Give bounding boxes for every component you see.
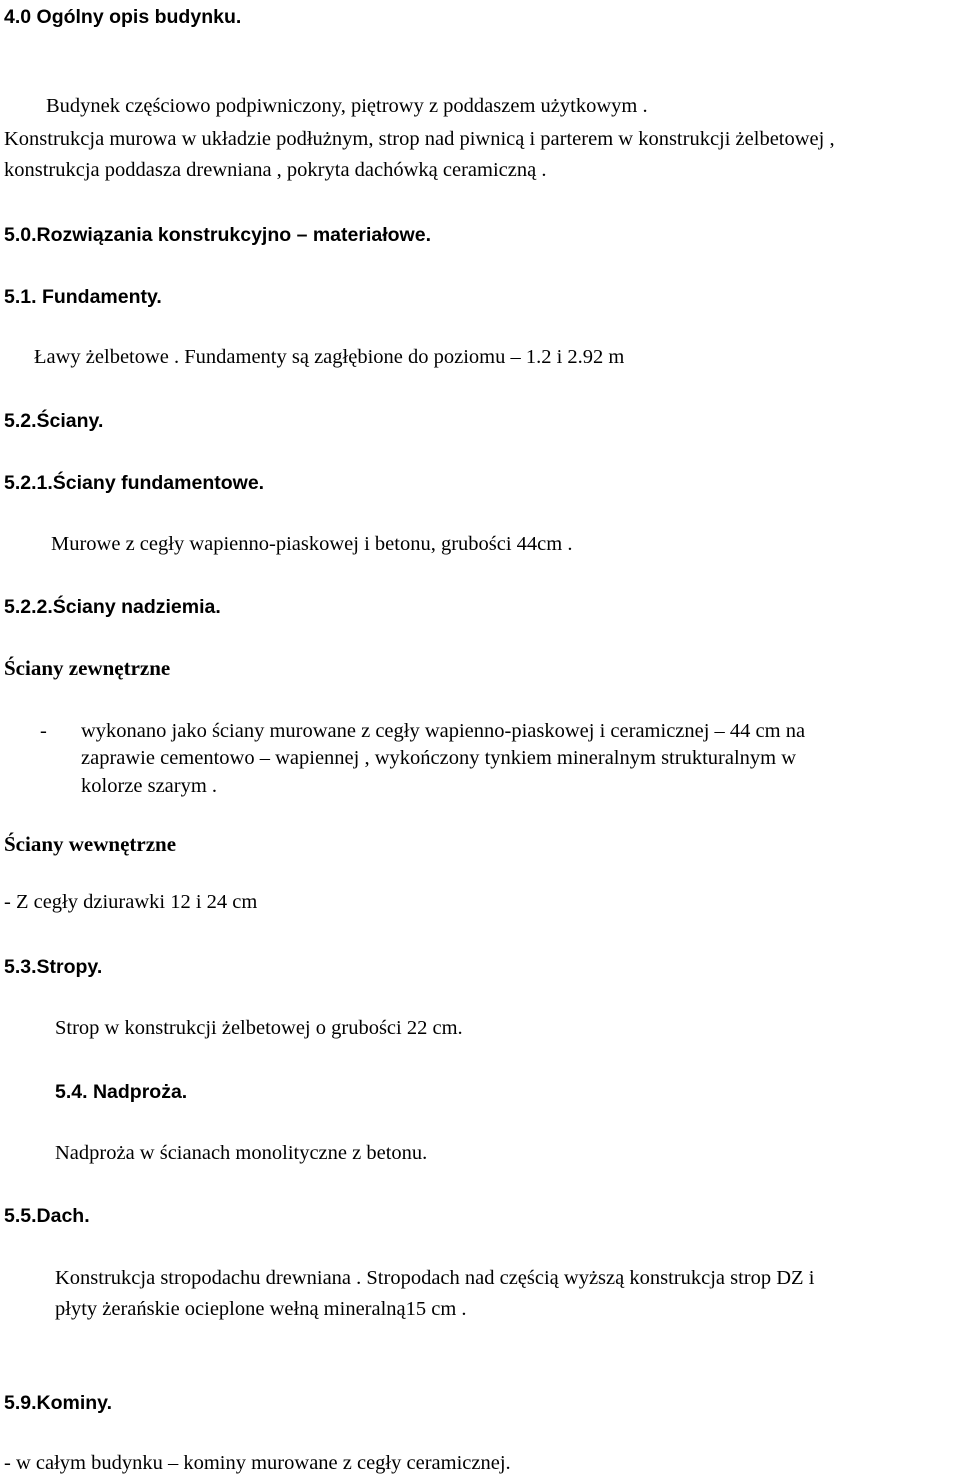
section-5-2-heading: 5.2.Ściany. [4,410,104,432]
section-5-5-line-2: płyty żerańskie ocieplone wełną mineralną15 cm . [55,1298,467,1320]
section-5-4-heading: 5.4. Nadproża. [55,1081,188,1103]
exterior-walls-heading: Ściany zewnętrzne [4,656,171,680]
section-5-2-1-text: Murowe z cegły wapienno-piaskowej i betonu, grubości 44cm . [51,533,573,555]
exterior-walls-line-3: kolorze szarym . [81,775,218,797]
section-5-2-1-heading: 5.2.1.Ściany fundamentowe. [4,472,265,494]
section-5-9-text: - w całym budynku – kominy murowane z cegły ceramicznej. [4,1452,511,1474]
section-5-5-heading: 5.5.Dach. [4,1205,90,1227]
section-5-1-heading: 5.1. Fundamenty. [4,286,162,308]
exterior-walls-bullet: - [40,720,47,742]
section-5-4-text: Nadproża w ścianach monolityczne z betonu. [55,1142,428,1164]
section-5-3-text: Strop w konstrukcji żelbetowej o grubości 22 cm. [55,1017,463,1039]
section-4-0-line-1: Budynek częściowo podpiwniczony, piętrowy z poddaszem użytkowym . [46,95,648,117]
exterior-walls-line-1: wykonano jako ściany murowane z cegły wapienno-piaskowej i ceramicznej – 44 cm na [81,720,806,742]
interior-walls-heading: Ściany wewnętrzne [4,832,177,856]
section-5-2-2-heading: 5.2.2.Ściany nadziemia. [4,596,221,618]
section-5-3-heading: 5.3.Stropy. [4,956,103,978]
section-5-0-heading: 5.0.Rozwiązania konstrukcyjno – materiałowe. [4,224,431,246]
section-4-0-line-3: konstrukcja poddasza drewniana , pokryta dachówką ceramiczną . [4,159,547,181]
interior-walls-text: - Z cegły dziurawki 12 i 24 cm [4,891,258,913]
section-4-0-heading: 4.0 Ogólny opis budynku. [4,6,242,28]
section-5-1-text: Ławy żelbetowe . Fundamenty są zagłębione do poziomu – 1.2 i 2.92 m [34,346,625,368]
section-5-9-heading: 5.9.Kominy. [4,1392,113,1414]
section-5-5-line-1: Konstrukcja stropodachu drewniana . Stropodach nad częścią wyższą konstrukcja strop DZ i [55,1267,815,1289]
exterior-walls-line-2: zaprawie cementowo – wapiennej , wykończony tynkiem mineralnym strukturalnym w [81,747,797,769]
section-4-0-line-2: Konstrukcja murowa w układzie podłużnym, strop nad piwnicą i parterem w konstrukcji żelbetowej , [4,128,835,150]
